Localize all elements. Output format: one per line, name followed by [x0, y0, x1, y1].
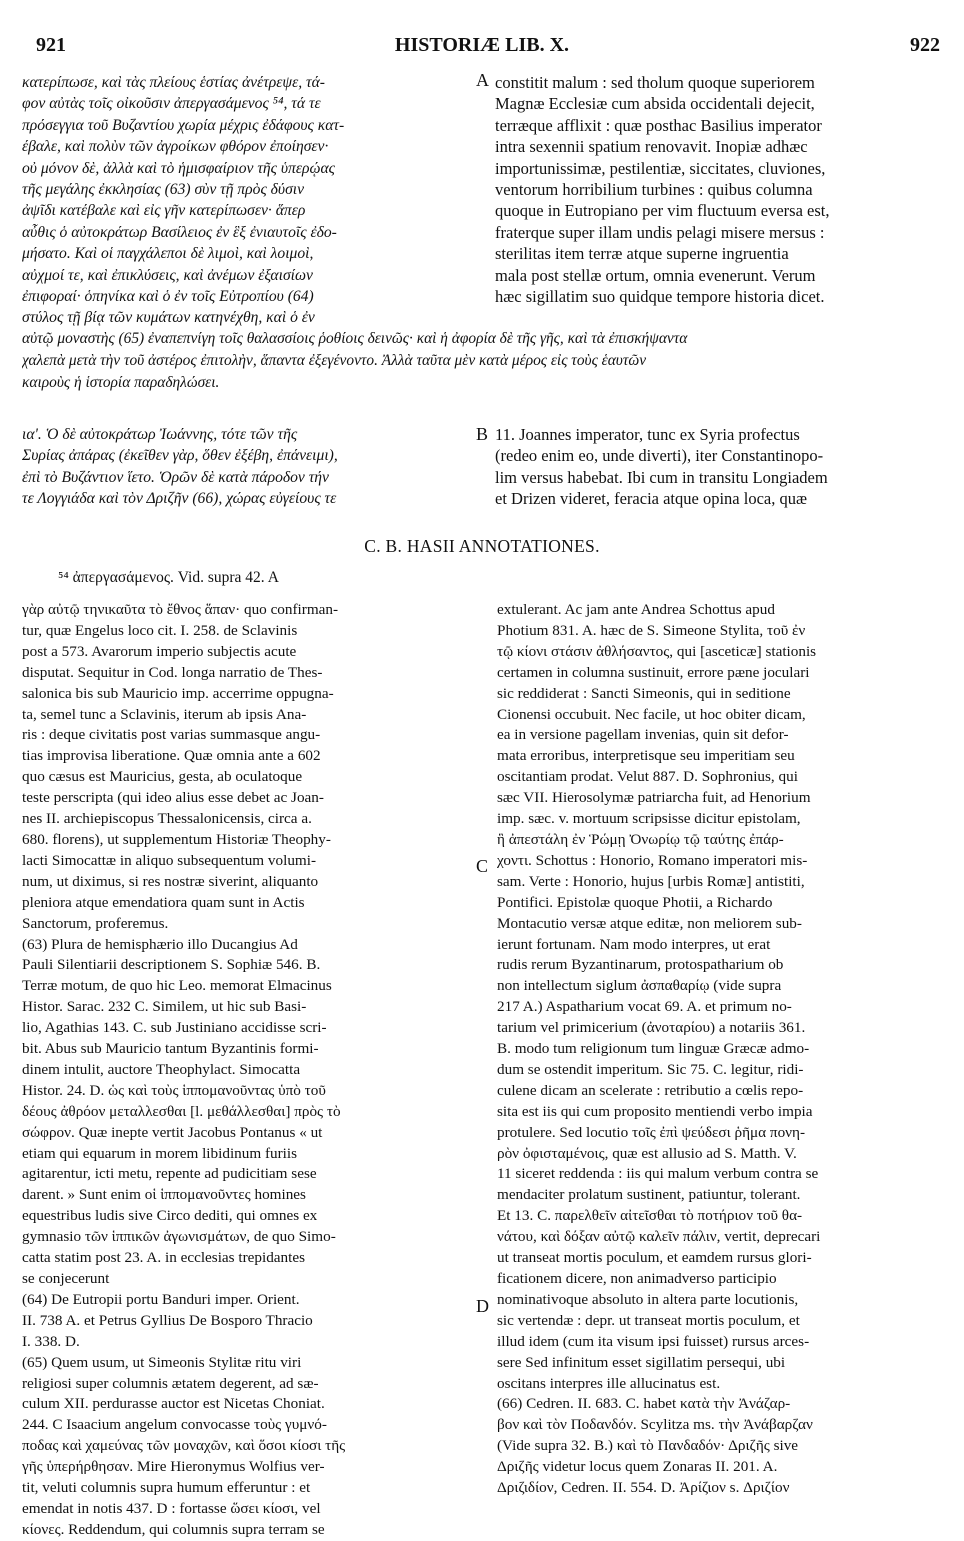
annotation-line: sere Sed infinitum esset sigillatim persequi, ubi — [497, 1353, 786, 1371]
annotation-line: ierunt fortunam. Nam modo interpres, ut erat — [497, 935, 771, 953]
annotation-line: I. 338. D. — [22, 1332, 80, 1350]
annotation-line: sic vertendæ : depr. ut transeat mortis poculum, et — [497, 1311, 800, 1329]
latin-text-column-2 — [495, 424, 940, 510]
annotation-line: se conjecerunt — [22, 1270, 110, 1287]
page-number-right: 922 — [910, 34, 940, 56]
annotation-line: Pontifici. Epistolæ quoque Photii, a Richardo — [497, 893, 773, 911]
annotation-line: tit, veluti columnis supra humum efferuntur : et — [22, 1479, 311, 1497]
text-line: αὐτῷ μοναστὴς (65) ἐναπεπνίγη τοῖς θαλασσίοις ῥοθίοις δεινῶς· καὶ ἡ ἀφορία δὲ τῆς γῆς, καὶ τὰ ἐπισκήψαντα — [22, 330, 688, 347]
annotation-line: nominativoque absoluto in altera parte locutionis, — [497, 1290, 799, 1308]
page-header — [24, 34, 940, 64]
text-line: φον αὐτὰς τοῖς οἰκοῦσιν ἀπεργασάμενος ⁵⁴, τά τε — [22, 95, 321, 113]
annotation-line: ἣ ἀπεστάλη ἐν Ῥώμῃ Ὀνωρίῳ τῷ ταύτης ἐπάρ- — [497, 830, 784, 848]
annotation-line: χοντι. Schottus : Honorio, Romano imperatori mis- — [497, 851, 808, 869]
annotation-line: imp. sæc. v. mortuum scripsisse dicitur epistolam, — [497, 810, 801, 828]
annotation-line: disputat. Sequitur in Cod. longa narratio de Thes- — [22, 663, 323, 681]
latin-text-column — [495, 72, 940, 307]
annotation-line: Sanctorum, proferemus. — [22, 914, 169, 932]
annotation-line: νάτου, καὶ δόξαν αὐτῷ καλεῖν πάλιν, vertit, deprecari — [497, 1228, 821, 1246]
annotation-line: culene dicam an scelerate : retributio a cœlis repo- — [497, 1081, 804, 1099]
text-line: constitit malum : sed tholum quoque superiorem — [495, 73, 815, 92]
greek-text-column — [22, 72, 474, 329]
text-line: έβαλε, καὶ πολὺν τῶν ἀγροίκων φθόρον ἐποίησεν· — [22, 138, 329, 156]
annotation-line: salonica bis sub Mauricio imp. accerrime oppugna- — [22, 684, 334, 702]
text-line: intra sexennii spatium renovavit. Inopiæ adhæc — [495, 137, 808, 157]
annotation-line: ficationem dicere, non animadverso participio — [497, 1270, 777, 1287]
text-line: αὖθις ὁ αὐτοκράτωρ Βασίλειος ἐν ἓξ ἐνιαυτοῖς ἐδο- — [22, 223, 337, 241]
annotation-line: bit. Abus sub Mauricio tantum Byzantinis formi- — [22, 1040, 319, 1058]
annotation-line: dum se ostendit imperitum. Sic 75. C. legitur, ridi- — [497, 1060, 804, 1078]
annotation-line: κίονες. Reddendum, qui columnis supra terram se — [22, 1520, 325, 1538]
margin-marker-b: B — [476, 424, 489, 444]
text-line: mala post stellæ ortum, omnia evenerunt. Verum — [495, 265, 816, 285]
annotation-line: mata erroribus, interpretisque seu imperitiam seu — [497, 747, 795, 765]
annotation-line: Δριζῆς videtur locus quem Zonaras II. 201. A. — [497, 1458, 778, 1476]
annotation-line: extulerant. Ac jam ante Andrea Schottus apud — [497, 601, 775, 618]
text-line: τε Λογγιάδα καὶ τὸν Δριζῆν (66), χώρας εὐγείους τε — [22, 490, 337, 508]
annotation-line: Histor. 24. D. ὡς καὶ τοὺς ἱππομανοῦντας ὑπὸ τοῦ — [22, 1081, 326, 1099]
annotation-line: equestribus ludis sive Circo dediti, qui omnes ex — [22, 1207, 318, 1225]
annotation-line: quo cæsus est Mauricius, gesta, ab oculatoque — [22, 768, 303, 786]
annotation-line: 11 siceret reddenda : iis qui malum verbum contra se — [497, 1165, 819, 1183]
text-line: πρόσεγγια τοῦ Βυζαντίου χωρία μέχρις ἐδάφους κατ- — [22, 116, 345, 134]
annotation-line: σώφρον. Quæ inepte vertit Jacobus Pontanus « ut — [22, 1123, 323, 1141]
annotation-line: teste perscripta (qui ideo alius esse debet ac Joan- — [22, 789, 324, 807]
annotation-line: illud idem (cum ita visum ipsi fuisset) rursus arces- — [497, 1332, 810, 1350]
annotation-line: non intellectum siglum ἀσπαθαρίῳ (vide supra — [497, 977, 782, 995]
annotation-line: ρὸν ὀφισταμένοις, quæ est allusio ad S. Matth. V. — [497, 1144, 797, 1162]
annotation-line: 244. C Isaacium angelum convocasse τοὺς γυμνό- — [22, 1416, 327, 1434]
greek-full-width-text — [22, 328, 940, 394]
annotation-line: 217 A.) Aspatharium vocat 69. A. et primum no- — [497, 998, 792, 1016]
annotation-line: 680. florens), ut supplementum Historiæ Theophy- — [22, 830, 331, 848]
text-line: καιροὺς ἡ ἱστορία παραδηλώσει. — [22, 374, 220, 391]
annotation-line: tias improvisa liberatione. Quæ omnia ante a 602 — [22, 747, 321, 765]
annotation-line: tarium vel primicerium (ἀνοταρίου) a notariis 361. — [497, 1019, 806, 1037]
text-line: ἀψῖδι κατέβαλε καὶ εἰς γῆν κατερίπωσεν· ἅπερ — [22, 202, 306, 220]
text-line: fraterque super illam undis pelagi misere mersus : — [495, 222, 825, 242]
annotation-line: ποδας καὶ χαμεύνας τῶν μοναχῶν, καὶ ὅσοι κίοσι τῆς — [22, 1437, 346, 1455]
annotation-line: δέους ἀθρόον μεταλλεσθαι [l. μεθάλλεσθαι] πρὸς τὸ — [22, 1102, 341, 1120]
text-line: sterilitas item terræ atque superne ingruentia — [495, 244, 789, 264]
annotation-line: dinem intulit, auctore Theophylact. Simocatta — [22, 1060, 301, 1078]
text-line: στύλος τῇ βίᾳ τῶν κυμάτων κατηνέχθη, καὶ ὁ ἐν — [22, 309, 315, 327]
text-line: lim versus habebat. Ibi cum in transitu Longiadem — [495, 467, 828, 487]
annotation-line: Histor. Sarac. 232 C. Similem, ut hic sub Basi- — [22, 998, 307, 1016]
annotation-line: (65) Quem usum, ut Simeonis Stylitæ ritu viri — [22, 1353, 302, 1371]
annotation-line: pleniora atque emendatiora quam sunt in Actis — [22, 893, 305, 911]
text-line: οὐ μόνον δὲ, ἀλλὰ καὶ τὸ ἡμισφαίριον τῆς ὑπερῴας — [22, 159, 335, 177]
annotation-line: gymnasio τῶν ἱππικῶν ἀγωνισμάτων, de quo Simo- — [22, 1228, 336, 1246]
annotation-line: rudis rerum Byzantinarum, protospatharium ob — [497, 956, 784, 974]
annotation-line: (64) De Eutropii portu Banduri imper. Orient. — [22, 1290, 300, 1308]
text-line: hæc sigillatim suo quidque tempore historia dicet. — [495, 287, 825, 307]
annotation-line: tur, quæ Engelus loco cit. I. 258. de Sclavinis — [22, 621, 298, 639]
annotation-line: Pauli Silentiarii descriptionem S. Sophiæ 546. B. — [22, 956, 321, 974]
annotation-line: (Vide supra 32. B.) καὶ τὸ Πανδαδόν· Δριζῆς sive — [497, 1437, 799, 1455]
annotation-line: oscitans interpres ille allucinatus est. — [497, 1374, 721, 1392]
annotation-line: Photium 831. A. hæc de S. Simeone Stylita, τοῦ ἐν — [497, 621, 806, 639]
annotation-line: ta, semel tunc a Sclavinis, iterum ab ipsis Ana- — [22, 705, 307, 723]
text-line: ἐπὶ τὸ Βυζάντιον ἵετο. Ὁρῶν δὲ κατὰ πάροδον τήν — [22, 468, 329, 486]
annotation-line: culum XII. perdurasse auctor est Nicetas Choniat. — [22, 1395, 325, 1413]
annotation-line: darent. » Sunt enim οἱ ἱππομανοῦντες homines — [22, 1186, 306, 1204]
running-title: HISTORIÆ LIB. X. — [394, 34, 570, 56]
greek-text-column-2 — [22, 424, 477, 510]
annotation-line: sic reddiderat : Sancti Simeonis, qui in seditione — [497, 684, 791, 702]
text-line: terræque afflixit : quæ posthac Basilius imperator — [495, 115, 822, 135]
annotation-line: B. modo tum religionum tum linguæ Græcæ admo- — [497, 1040, 810, 1058]
margin-marker-c: C — [476, 856, 489, 876]
annotation-line: ea in versione pagellam invenias, quin sit defor- — [497, 726, 789, 744]
annotation-line: emendat in notis 437. D : fortasse ὥσει κίοσι, vel — [22, 1499, 321, 1517]
annotation-line: Cionensi occubuit. Nec facile, ut hoc obiter dicam, — [497, 705, 806, 723]
annotation-line: γῆς ὑπερήρθησαν. Mire Hieronymus Wolfius ver- — [22, 1458, 325, 1476]
annotation-line: γὰρ αὐτῷ τηνικαῦτα τὸ ἔθνος ἅπαν· quo confirman- — [22, 601, 339, 618]
text-line: χαλεπὰ μετὰ τὴν τοῦ ἀστέρος ἐπιτολὴν, ἅπαντα ἐξεγένοντο. Ἀλλὰ ταῦτα μὲν κατὰ μέρος εἰς τοὺς ἑαυτῶν — [22, 352, 647, 369]
annotation-line: oscitantiam prodat. Velut 887. D. Sophronius, qui — [497, 768, 798, 786]
annotations-left-column — [22, 600, 470, 1541]
annotation-line: lio, Agathias 143. C. sub Justiniano accidisse scri- — [22, 1019, 327, 1037]
annotation-line: protulere. Sed locutio τοῖς ἐπὶ ψεύδεσι ῥῆμα πονη- — [497, 1123, 806, 1141]
footnote: ⁵⁴ ἀπεργασάμενος. Vid. supra 42. A — [58, 569, 279, 586]
annotation-line: catta statim post 23. A. in ecclesias trepidantes — [22, 1249, 305, 1267]
text-line: (redeo enim eo, unde diverti), iter Constantinopo- — [495, 446, 824, 466]
text-line: τῆς μεγάλης ἐκκλησίας (63) σὺν τῇ πρὸς δύσιν — [22, 181, 305, 199]
margin-marker-d: D — [476, 1296, 489, 1316]
page-number-left: 921 — [36, 34, 66, 56]
annotation-line: sita est iis qui cum proposito mentiendi verbo impia — [497, 1102, 813, 1120]
annotation-line: religiosi super columnis ætatem degerent, ad sæ- — [22, 1374, 319, 1392]
annotation-line: ris : deque civitatis post varias summasque angu- — [22, 726, 321, 744]
annotations-right-column — [497, 600, 940, 1499]
annotation-line: nes II. archiepiscopus Thessalonicensis, circa a. — [22, 810, 312, 828]
annotation-line: etiam qui equarum in morem libidinum furiis — [22, 1144, 298, 1162]
text-line: ἐπιφοραί· ὁπηνίκα καὶ ὁ ἐν τοῖς Εὐτροπίου (64) — [22, 288, 314, 306]
annotation-line: mendaciter prolatum sustinent, patiuntur, tolerant. — [497, 1186, 801, 1204]
annotations-title: C. B. HASII ANNOTATIONES. — [364, 536, 600, 556]
text-line: 11. Joannes imperator, tunc ex Syria profectus — [495, 425, 800, 444]
annotation-line: agitarentur, icti metu, repente ad pudicitiam sese — [22, 1165, 317, 1183]
annotation-line: (63) Plura de hemisphærio illo Ducangius Ad — [22, 935, 298, 953]
annotation-line: certamen in columna sustinuit, errore pæne joculari — [497, 663, 810, 681]
annotation-line: num, ut diximus, si res nostræ siverint, aliquanto — [22, 872, 319, 890]
annotation-line: Δριζιδίον, Cedren. II. 554. D. Ἀρίζιον s. Δριζίον — [497, 1479, 790, 1497]
margin-marker-a: A — [476, 70, 489, 90]
annotation-line: post a 573. Avarorum imperio subjectis acute — [22, 642, 297, 660]
annotation-line: sæc VII. Hierosolymæ patriarcha fuit, ad Henorium — [497, 789, 811, 807]
annotation-line: ut transeat mortis poculum, et eamdem rursus glori- — [497, 1249, 812, 1267]
text-line: Συρίας ἀπάρας (ἐκεῖθεν γὰρ, ὅθεν ἐξέβη, ἐπάνειμι), — [22, 447, 338, 465]
annotation-line: lacti Simocattæ in aliquo subsequentum volumi- — [22, 851, 317, 869]
text-line: κατερίπωσε, καὶ τὰς πλείους ἑστίας ἀνέτρεψε, τά- — [22, 74, 325, 91]
text-line: quoque in Eutropiano per vim fluctuum eversa est, — [495, 201, 830, 221]
annotation-line: (66) Cedren. II. 683. C. habet κατὰ τὴν Ἀνάζαρ- — [497, 1395, 791, 1413]
annotation-line: βον καὶ τὸν Ποδανδόν. Scylitza ms. τὴν Ἀνάβαρζαν — [497, 1416, 813, 1434]
annotation-line: II. 738 A. et Petrus Gyllius De Bosporo Thracio — [22, 1311, 313, 1329]
text-line: importunissimæ, pestilentiæ, siccitates, cluviones, — [495, 158, 826, 178]
annotation-line: Et 13. C. παρελθεῖν αἰτεῖσθαι τὸ ποτήριον τοῦ θα- — [497, 1207, 803, 1225]
annotation-line: τῷ κίονι στάσιν ἀθλήσαντος, qui [asceticæ] stationis — [497, 642, 817, 660]
annotation-line: Terræ motum, de quo hic Leo. memorat Elmacinus — [22, 977, 332, 995]
text-line: ventorum horribilium turbines : quibus columna — [495, 180, 813, 200]
text-line: αὐχμοί τε, καὶ ἐπικλύσεις, καὶ ἀνέμων ἐξαισίων — [22, 266, 313, 284]
text-line: et Drizen videret, feracia atque opina loca, quæ — [495, 489, 807, 509]
text-line: Magnæ Ecclesiæ cum absida occidentali dejecit, — [495, 94, 815, 114]
annotation-line: sam. Verte : Honorio, hujus [urbis Romæ] antistiti, — [497, 872, 805, 890]
text-line: μήσατο. Καὶ οἱ παγχάλεποι δὲ λιμοὶ, καὶ λοιμοὶ, — [22, 245, 314, 263]
text-line: ια'. Ὁ δὲ αὐτοκράτωρ Ἰωάννης, τότε τῶν τῆς — [22, 426, 298, 443]
annotation-line: Montacutio versæ atque editæ, non meliorem sub- — [497, 914, 802, 932]
